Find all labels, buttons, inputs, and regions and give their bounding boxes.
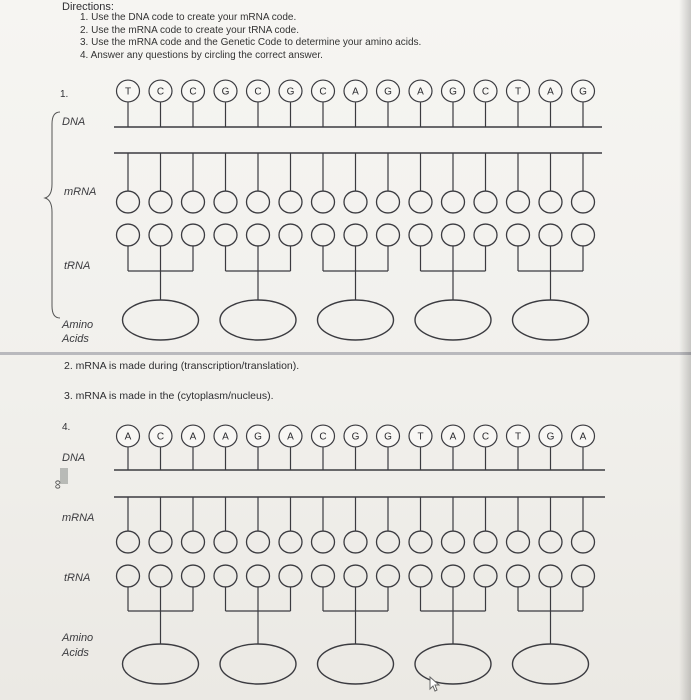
trna-base-circle xyxy=(507,565,530,587)
trna-base-circle xyxy=(279,565,302,587)
amino-acid-oval xyxy=(220,300,296,340)
problem4-mrna-strand xyxy=(114,497,605,553)
direction-step: 4. Answer any questions by circling the correct answer. xyxy=(80,49,323,61)
trna-base-circle xyxy=(149,565,172,587)
problem1-amino-label-1: Amino xyxy=(62,319,94,331)
trna-base-circle xyxy=(312,565,335,587)
amino-acid-oval xyxy=(318,644,394,684)
problem1-mrna-label: mRNA xyxy=(64,186,97,198)
dna-base-letter: A xyxy=(449,431,457,443)
mrna-base-circle xyxy=(182,531,205,553)
trna-base-circle xyxy=(344,565,367,587)
mrna-base-circle xyxy=(214,191,237,213)
mrna-base-circle xyxy=(312,191,335,213)
mrna-base-circle xyxy=(117,531,140,553)
mrna-base-circle xyxy=(442,191,465,213)
dna-base-letter: T xyxy=(514,431,522,443)
dna-base-letter: A xyxy=(417,86,424,98)
dna-base-letter: C xyxy=(156,431,165,443)
dna-base-letter: A xyxy=(124,431,132,443)
problem1-trna-label: tRNA xyxy=(64,260,91,272)
dna-base-letter: C xyxy=(481,86,490,98)
mrna-base-circle xyxy=(507,191,530,213)
mrna-base-circle xyxy=(117,191,140,213)
amino-acid-oval xyxy=(220,644,296,684)
mrna-base-circle xyxy=(442,531,465,553)
question-3: 3. mRNA is made in the (cytoplasm/nucleus). xyxy=(64,390,274,402)
problem4-mrna-label: mRNA xyxy=(62,512,95,524)
trna-base-circle xyxy=(474,224,497,246)
trna-base-circle xyxy=(442,224,465,246)
question-2: 2. mRNA is made during (transcription/translation). xyxy=(64,360,300,372)
dna-base-letter: T xyxy=(124,86,132,98)
dna-base-letter: A xyxy=(579,431,587,443)
trna-base-circle xyxy=(247,224,270,246)
dna-base-letter: T xyxy=(417,431,424,443)
dna-base-letter: A xyxy=(287,431,294,443)
problem1-number: 1. xyxy=(60,89,69,100)
mrna-base-circle xyxy=(474,191,497,213)
amino-acid-oval xyxy=(415,300,491,340)
curly-bracket xyxy=(45,112,60,318)
mrna-base-circle xyxy=(149,531,172,553)
dna-base-letter: C xyxy=(189,86,197,98)
trna-base-circle xyxy=(344,224,367,246)
problem4-trna-label: tRNA xyxy=(64,572,91,584)
trna-base-circle xyxy=(377,565,400,587)
dna-base-letter: C xyxy=(319,431,327,443)
problem1-mrna-strand xyxy=(114,153,602,213)
trna-base-circle xyxy=(442,565,465,587)
direction-step: 2. Use the mRNA code to create your tRNA code. xyxy=(80,24,299,36)
dna-base-letter: A xyxy=(222,431,229,443)
trna-base-circle xyxy=(117,224,140,246)
dna-base-letter: G xyxy=(449,86,457,98)
trna-base-circle xyxy=(214,224,237,246)
trna-base-circle xyxy=(409,565,432,587)
mrna-base-circle xyxy=(409,191,432,213)
problem4-amino-label-1: Amino xyxy=(62,632,94,644)
direction-step: 3. Use the mRNA code and the Genetic Code to determine your amino acids. xyxy=(80,37,422,48)
problem1-bracket xyxy=(45,112,60,318)
trna-base-circle xyxy=(507,224,530,246)
problem4-amino-label-2: Acids xyxy=(62,647,89,659)
problem4-diagram xyxy=(0,355,691,700)
dna-base-letter: C xyxy=(156,86,165,98)
trna-base-circle xyxy=(377,224,400,246)
directions-title: Directions: xyxy=(62,1,114,13)
dna-base-letter: G xyxy=(286,86,295,98)
dna-base-letter: G xyxy=(384,86,392,98)
dna-base-letter: A xyxy=(547,86,554,98)
dna-base-letter: C xyxy=(319,86,327,98)
amino-acid-oval xyxy=(123,644,199,684)
mrna-base-circle xyxy=(312,531,335,553)
amino-acid-oval xyxy=(415,644,491,684)
mrna-base-circle xyxy=(344,531,367,553)
mrna-base-circle xyxy=(182,191,205,213)
mrna-base-circle xyxy=(247,191,270,213)
mrna-base-circle xyxy=(539,531,562,553)
trna-base-circle xyxy=(539,565,562,587)
trna-base-circle xyxy=(214,565,237,587)
mrna-base-circle xyxy=(539,191,562,213)
mrna-base-circle xyxy=(247,531,270,553)
binder-ring-glyph: ∞ xyxy=(51,479,67,490)
mrna-base-circle xyxy=(572,531,595,553)
dna-base-letter: G xyxy=(579,86,587,98)
problem4-dna-strand xyxy=(114,425,605,470)
mrna-base-circle xyxy=(474,531,497,553)
mrna-base-circle xyxy=(149,191,172,213)
amino-acid-oval xyxy=(123,300,199,340)
dna-base-letter: G xyxy=(546,431,555,443)
problem4-trna-strand xyxy=(117,565,595,644)
problem4-dna-label: DNA xyxy=(62,452,86,464)
dna-base-letter: G xyxy=(254,431,262,443)
page-edge-shadow xyxy=(679,0,691,700)
dna-base-letter: A xyxy=(352,86,359,98)
dna-base-letter: C xyxy=(254,86,262,98)
dna-base-letter: C xyxy=(481,431,490,443)
dna-base-letter: G xyxy=(384,431,392,443)
mrna-base-circle xyxy=(409,531,432,553)
trna-base-circle xyxy=(539,224,562,246)
amino-acid-oval xyxy=(513,644,589,684)
problem4-number: 4. xyxy=(62,422,71,433)
problem1-dna-strand xyxy=(114,80,602,127)
trna-base-circle xyxy=(409,224,432,246)
amino-acid-oval xyxy=(318,300,394,340)
trna-base-circle xyxy=(572,565,595,587)
trna-base-circle xyxy=(474,565,497,587)
trna-base-circle xyxy=(117,565,140,587)
mrna-base-circle xyxy=(279,191,302,213)
mrna-base-circle xyxy=(572,191,595,213)
mrna-base-circle xyxy=(377,191,400,213)
cursor-icon xyxy=(428,676,442,692)
problem4-amino-acids xyxy=(123,644,589,684)
direction-step: 1. Use the DNA code to create your mRNA code. xyxy=(80,12,297,23)
dna-base-letter: G xyxy=(351,431,360,443)
dna-base-letter: G xyxy=(221,86,230,98)
trna-base-circle xyxy=(572,224,595,246)
problem1-amino-acids xyxy=(123,300,589,340)
trna-base-circle xyxy=(182,224,205,246)
trna-base-circle xyxy=(279,224,302,246)
mrna-base-circle xyxy=(214,531,237,553)
problem1-amino-label-2: Acids xyxy=(62,333,89,345)
mrna-base-circle xyxy=(279,531,302,553)
amino-acid-oval xyxy=(513,300,589,340)
dna-base-letter: A xyxy=(189,431,197,443)
problem1-dna-label: DNA xyxy=(62,116,86,128)
mrna-base-circle xyxy=(377,531,400,553)
problem1-trna-strand xyxy=(117,224,595,300)
mrna-base-circle xyxy=(344,191,367,213)
mrna-base-circle xyxy=(507,531,530,553)
trna-base-circle xyxy=(149,224,172,246)
trna-base-circle xyxy=(182,565,205,587)
trna-base-circle xyxy=(312,224,335,246)
trna-base-circle xyxy=(247,565,270,587)
dna-base-letter: T xyxy=(514,86,522,98)
